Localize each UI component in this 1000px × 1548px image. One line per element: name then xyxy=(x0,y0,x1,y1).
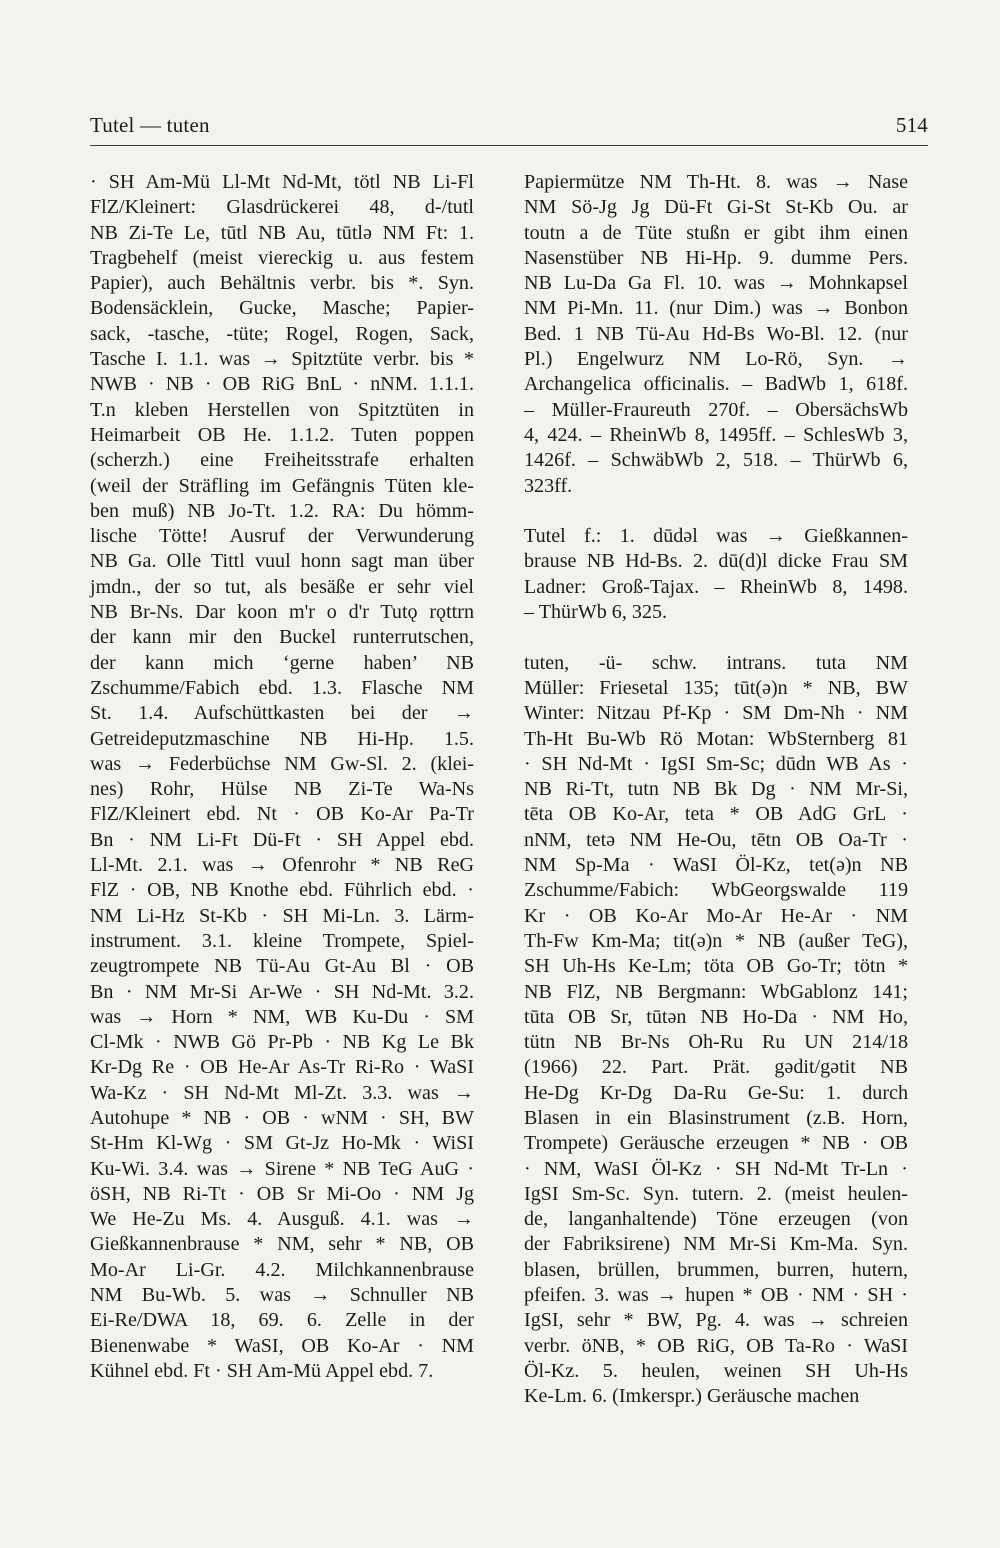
text-line: tütn NB Br-Ns Oh-Ru Ru UN 214/18 xyxy=(524,1031,908,1054)
text-line: tūta OB Sr, tūtən NB Ho-Da · NM Ho, xyxy=(524,1005,908,1028)
text-line: NM Sp-Ma · WaSI Öl-Kz, tet(ə)n NB xyxy=(524,854,908,877)
text-line: · SH Am-Mü Ll-Mt Nd-Mt, tötl NB Li-Fl xyxy=(90,171,474,193)
text-line: toutn a de Tüte stußn er gibt ihm einen xyxy=(524,221,908,244)
text-line: FlZ/Kleinert ebd. Nt · OB Ko-Ar Pa-Tr xyxy=(90,803,474,826)
text-line: was → Federbüchse NM Gw-Sl. 2. (klei- xyxy=(90,752,474,775)
text-line: NM Bu-Wb. 5. was → Schnuller NB xyxy=(90,1284,474,1307)
left-column xyxy=(90,170,474,1384)
text-line: FlZ/Kleinert: Glasdrückerei 48, d-/tutl xyxy=(90,196,474,219)
text-line: NB Zi-Te Le, tūtl NB Au, tūtlə NM Ft: 1. xyxy=(90,221,474,244)
text-line: IgSI, sehr * BW, Pg. 4. was → schreien xyxy=(524,1309,908,1332)
text-line: Th-Ht Bu-Wb Rö Motan: WbSternberg 81 xyxy=(524,727,908,750)
text-line: Bed. 1 NB Tü-Au Hd-Bs Wo-Bl. 12. (nur xyxy=(524,322,908,345)
text-line: NB Br-Ns. Dar koon m'r o d'r Tutǫ rǫttrn xyxy=(90,601,474,624)
text-line: Blasen in ein Blasinstrument (z.B. Horn, xyxy=(524,1106,908,1129)
text-line: sack, -tasche, -tüte; Rogel, Rogen, Sack, xyxy=(90,322,474,345)
text-line: NM Pi-Mn. 11. (nur Dim.) was → Bonbon xyxy=(524,297,908,320)
text-line: instrument. 3.1. kleine Trompete, Spiel- xyxy=(90,929,474,952)
text-line: Tasche I. 1.1. was → Spitztüte verbr. bis * xyxy=(90,348,474,371)
text-line: St. 1.4. Aufschüttkasten bei der → xyxy=(90,702,474,725)
text-line: Ke-Lm. 6. (Imkerspr.) Geräusche machen xyxy=(524,1385,860,1408)
text-line: FlZ · OB, NB Knothe ebd. Führlich ebd. · xyxy=(90,879,474,902)
text-line: de, langanhaltende) Töne erzeugen (von xyxy=(524,1208,908,1231)
text-line: Kr · OB Ko-Ar Mo-Ar He-Ar · NM xyxy=(524,904,908,927)
text-line: NWB · NB · OB RiG BnL · nNM. 1.1.1. xyxy=(90,373,474,396)
text-line: Bn · NM Mr-Si Ar-We · SH Nd-Mt. 3.2. xyxy=(90,980,474,1003)
text-line: (1966) 22. Part. Prät. gədit/gətit NB xyxy=(524,1056,908,1079)
text-line: Kr-Dg Re · OB He-Ar As-Tr Ri-Ro · WaSI xyxy=(90,1056,474,1079)
text-line: Autohupe * NB · OB · wNM · SH, BW xyxy=(90,1106,474,1129)
page-number: 514 xyxy=(895,113,928,137)
text-line: Bienenwabe * WaSI, OB Ko-Ar · NM xyxy=(90,1334,474,1357)
entry-tute-continued xyxy=(90,170,474,1384)
text-line: Bn · NM Li-Ft Dü-Ft · SH Appel ebd. xyxy=(90,828,474,851)
text-line: lische Tötte! Ausruf der Verwunderung xyxy=(90,525,474,548)
entry-tute-continued-end xyxy=(524,170,908,499)
entry-tuten xyxy=(524,651,908,1410)
text-line: Kühnel ebd. Ft · SH Am-Mü Appel ebd. 7. xyxy=(90,1359,434,1382)
text-line: Pl.) Engelwurz NM Lo-Rö, Syn. → xyxy=(524,348,908,371)
text-line: blasen, brüllen, brummen, burren, hutern, xyxy=(524,1258,908,1281)
text-line: jmdn., der so tut, als besäße er sehr viel xyxy=(90,575,474,598)
text-line: He-Dg Kr-Dg Da-Ru Ge-Su: 1. durch xyxy=(524,1081,908,1104)
text-line: was → Horn * NM, WB Ku-Du · SM xyxy=(90,1005,474,1028)
running-head-title: Tutel — tuten xyxy=(90,113,210,137)
text-line: (scherzh.) eine Freiheitsstrafe erhalten xyxy=(90,449,474,472)
text-line: Cl-Mk · NWB Gö Pr-Pb · NB Kg Le Bk xyxy=(90,1031,474,1054)
text-line: SH Uh-Hs Ke-Lm; töta OB Go-Tr; tötn * xyxy=(524,955,908,978)
text-line: (weil der Sträfling im Gefängnis Tüten kle- xyxy=(90,474,474,497)
text-line: Müller: Friesetal 135; tūt(ə)n * NB, BW xyxy=(524,676,908,699)
text-line: nNM, tetə NM He-Ou, tētn OB Oa-Tr · xyxy=(524,828,908,851)
text-line: Mo-Ar Li-Gr. 4.2. Milchkannenbrause xyxy=(90,1258,474,1281)
text-line: der kann mir den Buckel runterrutschen, xyxy=(90,626,474,649)
entry-tutel xyxy=(524,524,908,625)
text-line: IgSI Sm-Sc. Syn. tutern. 2. (meist heulen- xyxy=(524,1182,908,1205)
text-line: Nasenstüber NB Hi-Hp. 9. dumme Pers. xyxy=(524,246,908,269)
text-line: 1426f. – SchwäbWb 2, 518. – ThürWb 6, xyxy=(524,449,908,472)
text-line: Papier), auch Behältnis verbr. bis *. Syn. xyxy=(90,272,474,295)
text-line: Ladner: Groß-Tajax. – RheinWb 8, 1498. xyxy=(524,575,908,598)
text-line: zeugtrompete NB Tü-Au Gt-Au Bl · OB xyxy=(90,955,474,978)
text-line: NB FlZ, NB Bergmann: WbGablonz 141; xyxy=(524,980,908,1003)
text-line: Tutel f.: 1. dūdəl was → Gießkannen- xyxy=(524,525,908,548)
text-line: · NM, WaSI Öl-Kz · SH Nd-Mt Tr-Ln · xyxy=(524,1157,908,1180)
text-line: NM Sö-Jg Jg Dü-Ft Gi-St St-Kb Ou. ar xyxy=(524,196,908,219)
text-line: tēta OB Ko-Ar, teta * OB AdG GrL · xyxy=(524,803,908,826)
text-line: Ll-Mt. 2.1. was → Ofenrohr * NB ReG xyxy=(90,854,474,877)
text-line: nes) Rohr, Hülse NB Zi-Te Wa-Ns xyxy=(90,778,474,801)
text-line: öSH, NB Ri-Tt · OB Sr Mi-Oo · NM Jg xyxy=(90,1182,474,1205)
text-line: Th-Fw Km-Ma; tit(ə)n * NB (außer TeG), xyxy=(524,929,908,952)
text-line: verbr. öNB, * OB RiG, OB Ta-Ro · WaSI xyxy=(524,1334,908,1357)
text-line: Trompete) Geräusche erzeugen * NB · OB xyxy=(524,1132,908,1155)
text-line: Gießkannenbrause * NM, sehr * NB, OB xyxy=(90,1233,474,1256)
text-line: St-Hm Kl-Wg · SM Gt-Jz Ho-Mk · WiSI xyxy=(90,1132,474,1155)
text-line: Ei-Re/DWA 18, 69. 6. Zelle in der xyxy=(90,1309,474,1332)
text-line: T.n kleben Herstellen von Spitztüten in xyxy=(90,398,474,421)
text-line: NB Ri-Tt, tutn NB Bk Dg · NM Mr-Si, xyxy=(524,778,908,801)
text-line: NB Ga. Olle Tittl vuul honn sagt man über xyxy=(90,550,474,573)
text-line: Zschumme/Fabich ebd. 1.3. Flasche NM xyxy=(90,676,474,699)
text-line: 323ff. xyxy=(524,474,573,497)
right-column xyxy=(524,170,908,1410)
text-line: Winter: Nitzau Pf-Kp · SM Dm-Nh · NM xyxy=(524,702,908,725)
text-line: Tragbehelf (meist viereckig u. aus festem xyxy=(90,246,474,269)
text-line: – Müller-Fraureuth 270f. – ObersächsWb xyxy=(524,398,908,421)
text-line: Öl-Kz. 5. heulen, weinen SH Uh-Hs xyxy=(524,1359,908,1382)
text-line: 4, 424. – RheinWb 8, 1495ff. – SchlesWb 3, xyxy=(524,423,908,446)
text-line: Bodensäcklein, Gucke, Masche; Papier- xyxy=(90,297,474,320)
text-line: Archangelica officinalis. – BadWb 1, 618f. xyxy=(524,373,908,396)
text-line: Zschumme/Fabich: WbGeorgswalde 119 xyxy=(524,879,908,902)
text-line: · SH Nd-Mt · IgSI Sm-Sc; dūdn WB As · xyxy=(524,752,908,775)
text-line: Getreideputzmaschine NB Hi-Hp. 1.5. xyxy=(90,727,474,750)
text-line: tuten, -ü- schw. intrans. tuta NM xyxy=(524,651,908,674)
text-line: NB Lu-Da Ga Fl. 10. was → Mohnkapsel xyxy=(524,272,908,295)
text-line: Papiermütze NM Th-Ht. 8. was → Nase xyxy=(524,171,908,193)
text-line: der kann mich ‘gerne haben’ NB xyxy=(90,651,474,674)
text-line: Wa-Kz · SH Nd-Mt Ml-Zt. 3.3. was → xyxy=(90,1081,474,1104)
text-line: ben muß) NB Jo-Tt. 1.2. RA: Du hömm- xyxy=(90,499,474,522)
text-line: der Fabriksirene) NM Mr-Si Km-Ma. Syn. xyxy=(524,1233,908,1256)
text-line: Heimarbeit OB He. 1.1.2. Tuten poppen xyxy=(90,423,474,446)
text-line: pfeifen. 3. was → hupen * OB · NM · SH · xyxy=(524,1284,908,1307)
text-line: brause NB Hd-Bs. 2. dū(d)l dicke Frau SM xyxy=(524,550,908,573)
text-line: Ku-Wi. 3.4. was → Sirene * NB TeG AuG · xyxy=(90,1157,474,1180)
header-rule xyxy=(90,145,928,146)
text-line: NM Li-Hz St-Kb · SH Mi-Ln. 3. Lärm- xyxy=(90,904,474,927)
text-line: – ThürWb 6, 325. xyxy=(524,601,668,624)
text-line: We He-Zu Ms. 4. Ausguß. 4.1. was → xyxy=(90,1208,474,1231)
